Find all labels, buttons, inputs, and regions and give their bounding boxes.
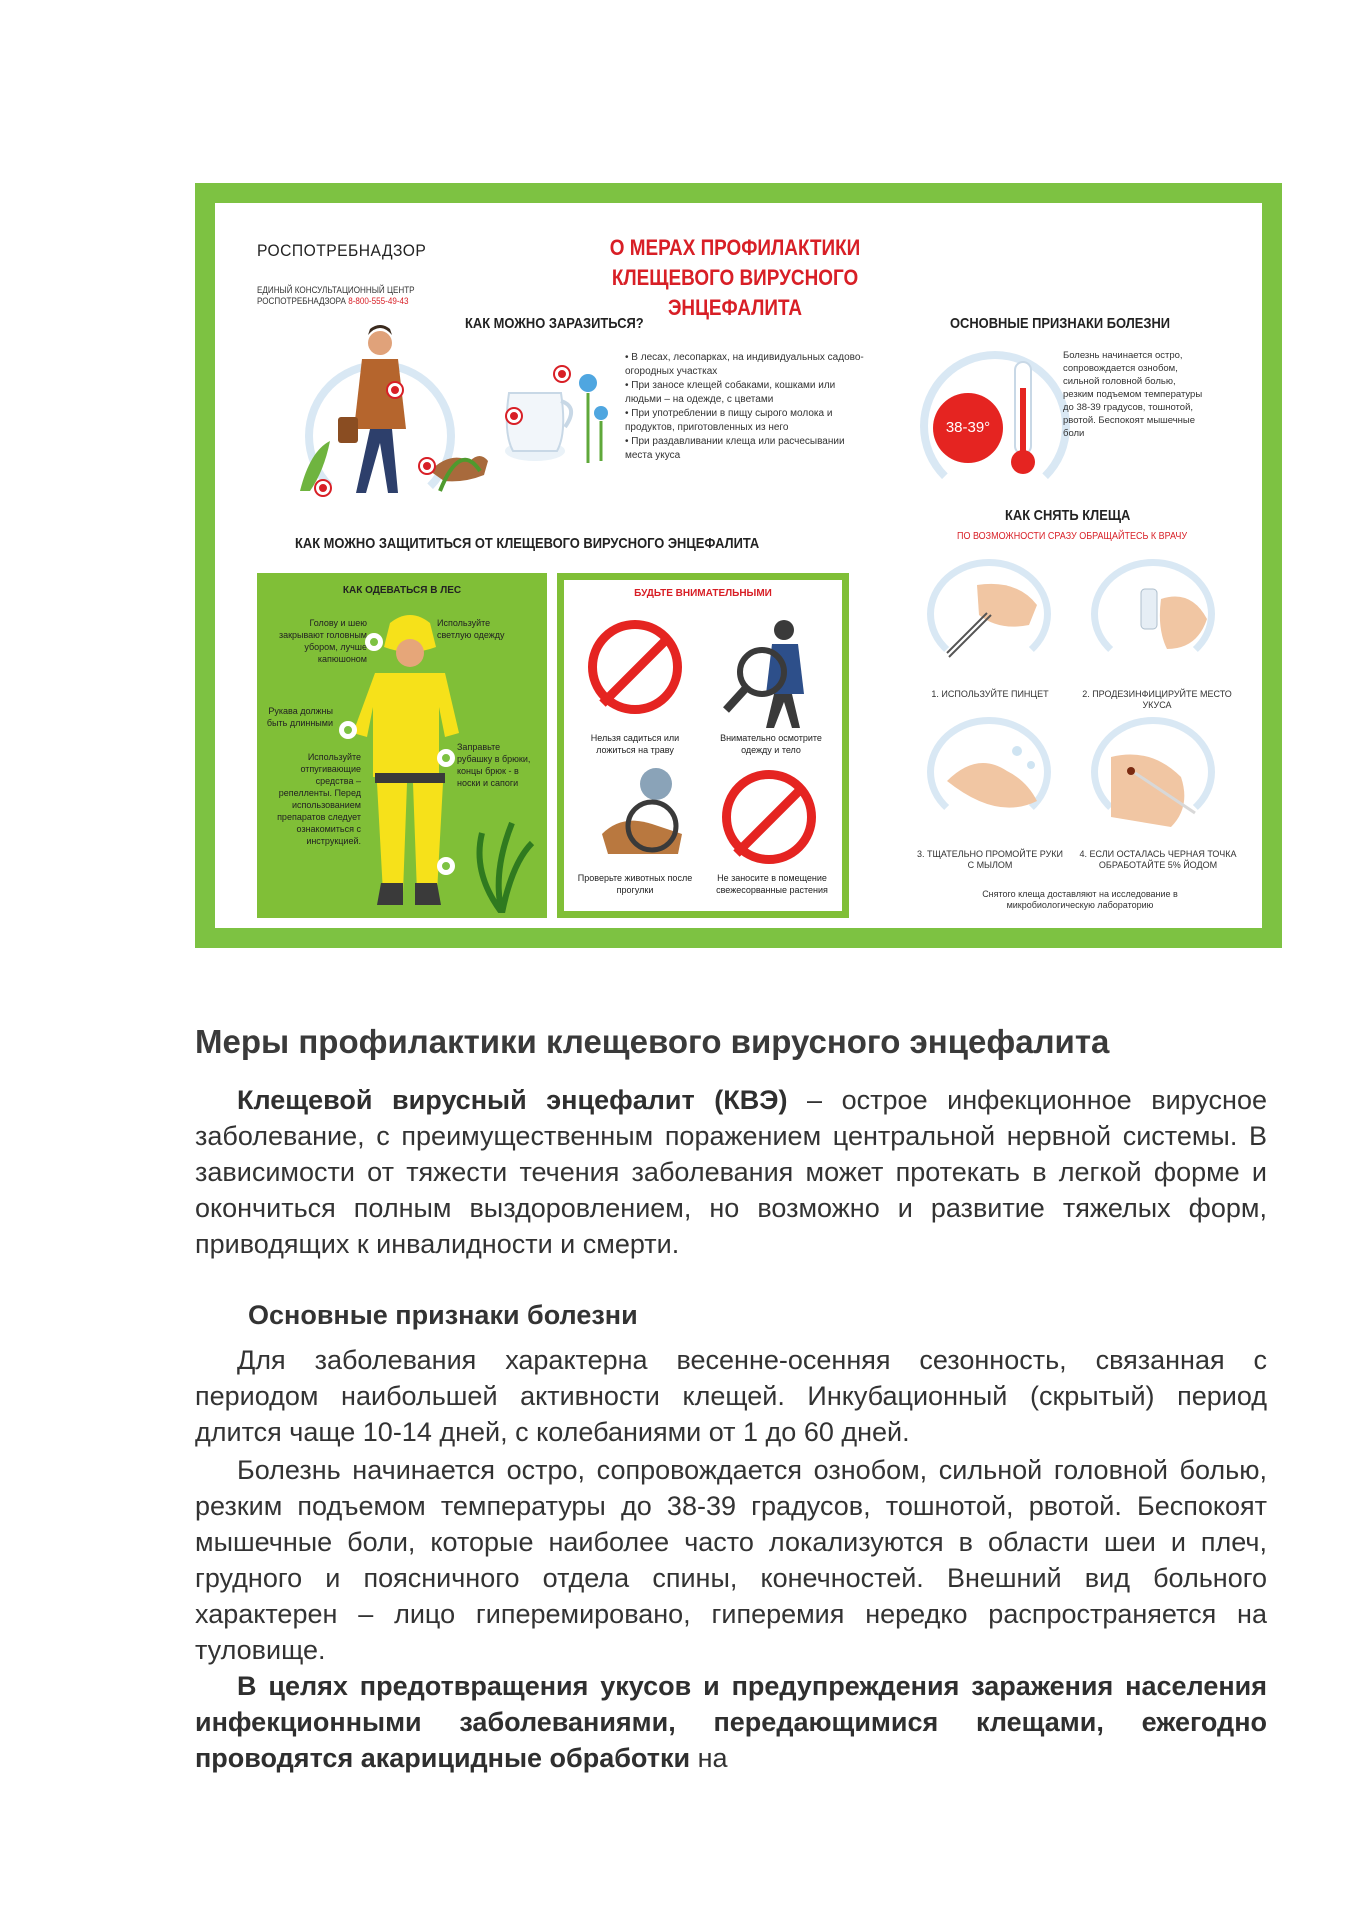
article-title: Меры профилактики клещевого вирусного энцефалита xyxy=(195,1023,1110,1060)
poster-title-line2: КЛЕЩЕВОГО ВИРУСНОГО ЭНЦЕФАЛИТА xyxy=(611,265,859,320)
step4-caption: 4. ЕСЛИ ОСТАЛАСЬ ЧЕРНАЯ ТОЧКА ОБРАБОТАЙТЕ 5% ЙОДОМ xyxy=(1079,849,1237,870)
attentive-sit-text: Нельзя садиться или ложиться на траву xyxy=(590,733,680,755)
remove-footer: Снятого клеща доставляют на исследование в микробиологическую лабораторию xyxy=(982,889,1178,910)
person-with-dog-illustration xyxy=(280,321,510,501)
seasonality-paragraph: Для заболевания характерна весенне-осенняя сезонность, связанная с периодом наибольшей активности клещей. Инкубационный (скрытый) период длится чаще 10-14 дней, с колебаниями от 1 до 60 дней. xyxy=(195,1345,1267,1447)
no-plants-ban-icon xyxy=(722,770,816,864)
plant-icon xyxy=(457,813,547,913)
temperature-badge: 38-39° xyxy=(933,393,1003,463)
step2-caption: 2. ПРОДЕЗИНФИЦИРУЙТЕ МЕСТО УКУСА xyxy=(1082,689,1232,710)
tweezers-hand-icon xyxy=(937,575,1047,665)
article-intro-paragraph xyxy=(195,1082,1267,1262)
dress-panel xyxy=(257,573,547,918)
wash-hands-icon xyxy=(937,731,1047,821)
prevention-bold-text: В целях предотвращения укусов и предупреждения заражения населения инфекционными заболеваниями, передающимися клещами, ежегодно проводятся акарицидные обработки xyxy=(195,1671,1267,1773)
tick-marker xyxy=(420,459,434,473)
step1-caption: 1. ИСПОЛЬЗУЙТЕ ПИНЦЕТ xyxy=(931,689,1049,699)
poster-title-line1: О МЕРАХ ПРОФИЛАКТИКИ xyxy=(609,235,861,260)
brand-logo-text: РОСПОТРЕБНАДЗОР xyxy=(257,241,427,260)
tick-marker xyxy=(555,367,569,381)
prohibition-icon xyxy=(722,770,816,864)
how-infected-list xyxy=(625,351,865,463)
marker-dot xyxy=(439,751,453,765)
brand-subtitle-text: ЕДИНЫЙ КОНСУЛЬТАЦИОННЫЙ ЦЕНТР РОСПОТРЕБНАДЗОРА xyxy=(257,285,415,306)
prevention-paragraph xyxy=(195,1668,1267,1776)
dress-light-text: Используйте светлую одежду xyxy=(437,618,505,640)
disinfect-hand-icon xyxy=(1101,569,1211,669)
protect-heading: КАК МОЖНО ЗАЩИТИТЬСЯ ОТ КЛЕЩЕВОГО ВИРУСНОГО ЭНЦЕФАЛИТА xyxy=(295,535,760,552)
list-item: • При употреблении в пищу сырого молока и продуктов, приготовленных из него xyxy=(625,407,865,435)
symptoms-text: Болезнь начинается остро, сопровождается ознобом, сильной головной болью, резким подъемом температуры до 38-39 градусов, тошнотой, рвотой. Беспокоят мышечные боли xyxy=(1063,350,1203,439)
brand-subtitle xyxy=(257,285,455,307)
dress-panel-heading: КАК ОДЕВАТЬСЯ В ЛЕС xyxy=(342,585,462,596)
list-item: • В лесах, лесопарках, на индивидуальных садово-огородных участках xyxy=(625,351,865,379)
prohibition-icon xyxy=(588,620,682,714)
poster xyxy=(215,203,1262,928)
attentive-plants-text: Не заносите в помещение свежесорванные растения xyxy=(716,873,828,895)
pets-magnifier-icon xyxy=(582,764,702,864)
symptoms-heading: ОСНОВНЫЕ ПРИЗНАКИ БОЛЕЗНИ xyxy=(950,315,1171,332)
remove-note: ПО ВОЗМОЖНОСТИ СРАЗУ ОБРАЩАЙТЕСЬ К ВРАЧУ xyxy=(957,531,1188,542)
marker-dot xyxy=(367,635,381,649)
symptoms-subheading: Основные признаки болезни xyxy=(248,1300,638,1330)
dress-tuck-text: Заправьте рубашку в брюки, концы брюк - в носки и сапоги xyxy=(457,742,531,788)
attentive-panel xyxy=(557,573,849,918)
magnifier-inspect-icon xyxy=(722,610,832,730)
poster-title xyxy=(546,233,924,323)
dress-sleeves-text: Рукава должны быть длинными xyxy=(266,706,333,728)
no-sitting-ban-icon xyxy=(588,620,682,714)
symptoms-paragraph: Болезнь начинается остро, сопровождается ознобом, сильной головной болью, резким подъемом температуры до 38-39 градусов, тошнотой, рвотой. Беспокоят мышечные боли, которые наиболее часто локализуются в области шеи и плеч, грудного и поясничного отдела спины, конечностей. Внешний вид больного характерен – лицо гиперемировано, гиперемия нередко распространяется на туловище. xyxy=(195,1455,1267,1665)
marker-dot xyxy=(341,723,355,737)
poster-frame xyxy=(195,183,1282,948)
attentive-inspect-text: Внимательно осмотрите одежду и тело xyxy=(720,733,822,755)
attentive-heading: БУДЬТЕ ВНИМАТЕЛЬНЫМИ xyxy=(634,588,772,599)
marker-dot xyxy=(439,859,453,873)
person-icon xyxy=(280,321,510,501)
intro-bold-term: Клещевой вирусный энцефалит (КВЭ) xyxy=(237,1085,788,1115)
dress-head-text: Голову и шею закрывают головным убором, лучше капюшоном xyxy=(278,618,367,664)
tick-marker xyxy=(507,409,521,423)
list-item: • При раздавливании клеща или расчесывании места укуса xyxy=(625,435,865,463)
protective-suit-figure-icon xyxy=(345,613,475,913)
prevention-text: на xyxy=(690,1743,728,1773)
tick-marker xyxy=(316,481,330,495)
attentive-pets-text: Проверьте животных после прогулки xyxy=(577,873,693,895)
dress-repellent-text: Используйте отпугивающие средства – репелленты. Перед использованием препаратов следует ознакомиться с инструкцией. xyxy=(277,752,361,846)
how-infected-heading: КАК МОЖНО ЗАРАЗИТЬСЯ? xyxy=(465,315,644,332)
remove-heading: КАК СНЯТЬ КЛЕЩА xyxy=(1005,507,1131,524)
step3-caption: 3. ТЩАТЕЛЬНО ПРОМОЙТЕ РУКИ С МЫЛОМ xyxy=(916,849,1064,870)
tick-marker xyxy=(388,383,402,397)
brand-phone: 8-800-555-49-43 xyxy=(348,296,409,306)
iodine-swab-icon xyxy=(1101,727,1211,827)
list-item: • При заносе клещей собаками, кошками или людьми – на одежде, с цветами xyxy=(625,379,865,407)
intro-text: – острое инфекционное вирусное заболевание, с преимущественным поражением центральной нервной системы. В зависимости от тяжести течения заболевания может протекать в легкой форме и окончиться полным выздоровлением, но возможно и развитие тяжелых форм, приводящих к инвалидности и смерти. xyxy=(195,1085,1267,1259)
thermometer-icon xyxy=(1005,358,1041,478)
